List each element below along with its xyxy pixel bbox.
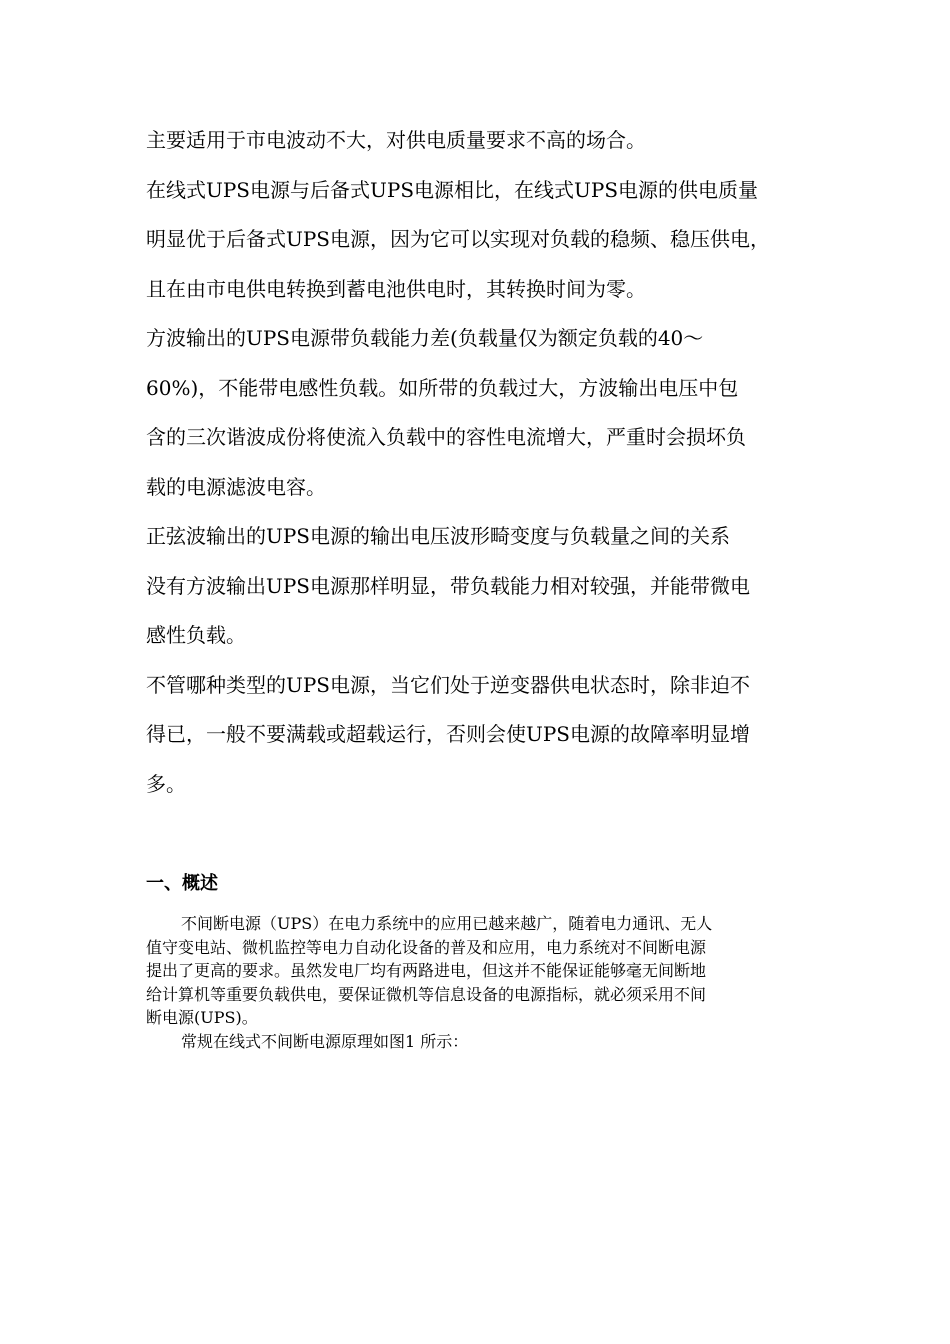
- text-line: 没有方波输出UPS电源那样明显，带负载能力相对较强，并能带微电: [146, 573, 751, 598]
- paragraph-figure-intro: [146, 1030, 814, 1054]
- text-line: 含的三次谐波成份将使流入负载中的容性电流增大，严重时会损坏负: [146, 425, 746, 449]
- text-line: 断电源(UPS)。: [146, 1008, 258, 1027]
- paragraph-load-advice: [146, 661, 814, 810]
- text-line: 给计算机等重要负载供电，要保证微机等信息设备的电源指标，就必须采用不间: [146, 984, 707, 1004]
- text-line: 载的电源滤波电容。: [146, 474, 326, 499]
- text-line: 正弦波输出的UPS电源的输出电压波形畸变度与负载量之间的关系: [146, 524, 731, 548]
- text-line: 明显优于后备式UPS电源，因为它可以实现对负载的稳频、稳压供电，: [146, 227, 771, 251]
- text-line: 得已，一般不要满载或超载运行，否则会使UPS电源的故障率明显增: [146, 722, 751, 746]
- paragraph-online-vs-backup: [146, 166, 814, 315]
- overview-section: [146, 912, 814, 1053]
- paragraph-overview: [146, 912, 814, 1030]
- text-line: 值守变电站、微机监控等电力自动化设备的普及和应用，电力系统对不间断电源: [146, 937, 707, 957]
- text-line: 多。: [146, 771, 186, 796]
- text-line: 提出了更高的要求。虽然发电厂均有两路进电，但这并不能保证能够毫无间断地: [146, 961, 707, 980]
- text-line: 不间断电源（UPS）在电力系统中的应用已越来越广，随着电力通讯、无人: [181, 914, 713, 933]
- text-line: 常规在线式不间断电源原理如图1 所示：: [181, 1031, 469, 1051]
- paragraph-scope: [146, 116, 814, 166]
- text-line: 60%)，不能带电感性负载。如所带的负载过大，方波输出电压中包: [146, 375, 739, 400]
- text-line: 主要适用于市电波动不大，对供电质量要求不高的场合。: [146, 128, 646, 152]
- text-line: 方波输出的UPS电源带负载能力差(负载量仅为额定负载的40～: [146, 326, 704, 350]
- text-line: 不管哪种类型的UPS电源，当它们处于逆变器供电状态时，除非迫不: [146, 672, 751, 697]
- text-line: 感性负载。: [146, 623, 246, 647]
- paragraph-sine-wave: [146, 512, 814, 661]
- paragraph-square-wave: [146, 314, 814, 512]
- section-heading: 一、概述: [146, 873, 218, 894]
- text-line: 在线式UPS电源与后备式UPS电源相比，在线式UPS电源的供电质量: [146, 177, 759, 202]
- top-text-section: [146, 116, 814, 809]
- text-line: 且在由市电供电转换到蓄电池供电时，其转换时间为零。: [146, 276, 646, 301]
